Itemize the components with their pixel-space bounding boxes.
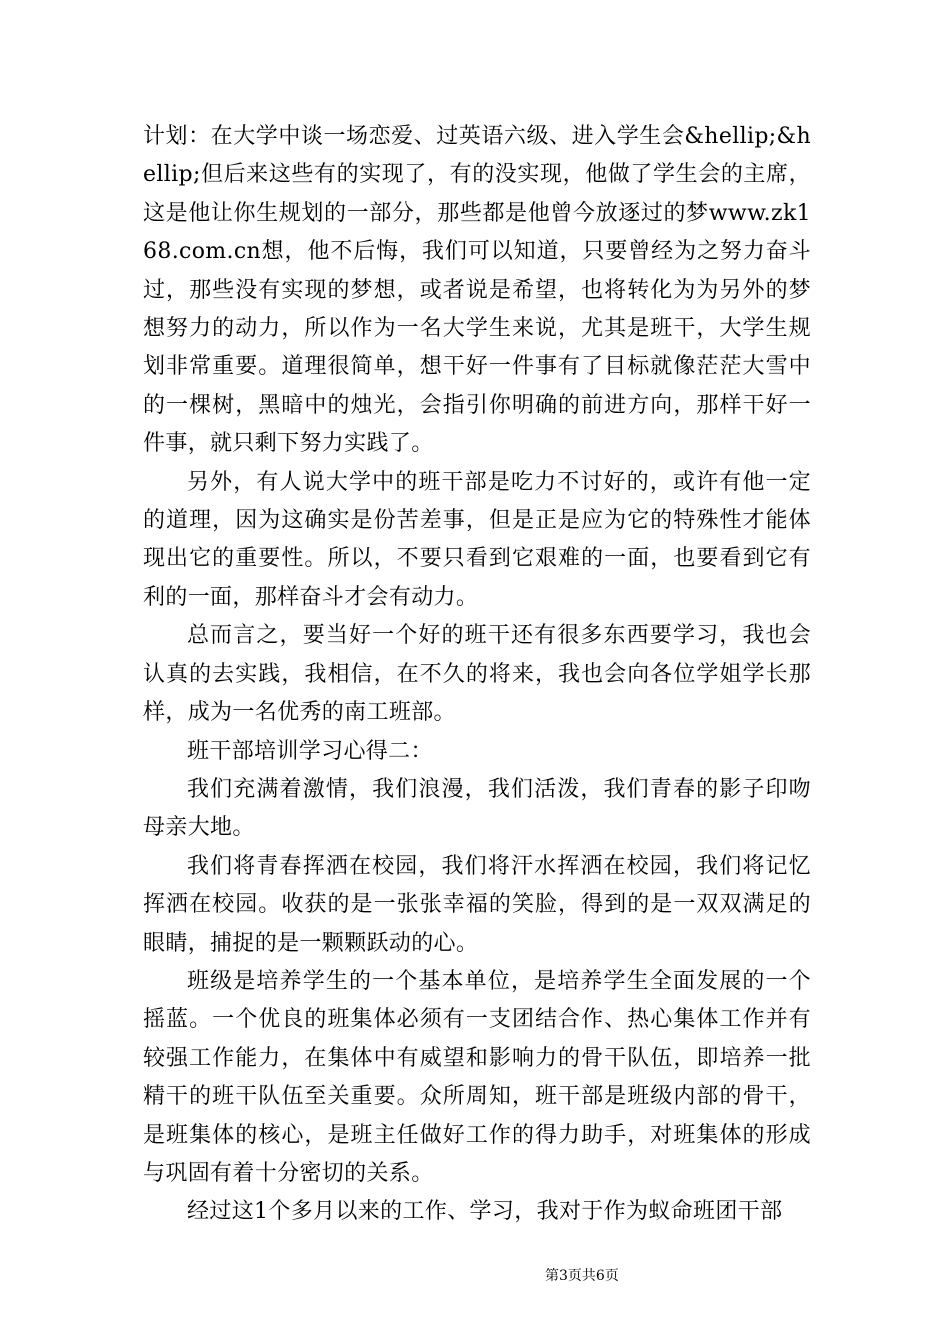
paragraph: 经过这1个多月以来的工作、学习，我对于作为蚁命班团干部 xyxy=(187,1199,783,1225)
paragraph: 我们充满着激情，我们浪漫，我们活泼，我们青春的影子印吻母亲大地。 xyxy=(143,776,811,841)
paragraph: 班级是培养学生的一个基本单位，是培养学生全面发展的一个摇蓝。一个优良的班集体必须有一支团结合作、热心集体工作并有较强工作能力，在集体中有威望和影响力的骨干队伍，即培养一批精干的班干队伍至关重要。众所周知，班干部是班级内部的骨干，是班集体的核心，是班主任做好工作的得力助手，对班集体的形成与巩固有着十分密切的关系。 xyxy=(143,968,811,1186)
page-footer xyxy=(0,1267,950,1285)
paragraph-continued: 计划：在大学中谈一场恋爱、过英语六级、进入学生会&hellip;&hellip;但后来这些有的实现了，有的没实现，他做了学生会的主席，这是他让你生规划的一部分，那些都是他曾今放逐过的梦www.zk168.com.cn想，他不后悔，我们可以知道，只要曾经为之努力奋斗过，那些没有实现的梦想，或者说是希望，也将转化为为另外的梦想努力的动力，所以作为一名大学生来说，尤其是班干，大学生规划非常重要。道理很简单，想干好一件事有了目标就像茫茫大雪中的一棵树，黑暗中的烛光，会指引你明确的前进方向，那样干好一件事，就只剩下努力实践了。 xyxy=(143,124,811,457)
page-number: 第3页共6页 xyxy=(545,1268,619,1284)
paragraph: 总而言之，要当好一个好的班干还有很多东西要学习，我也会认真的去实践，我相信，在不久的将来，我也会向各位学姐学长那样，成为一名优秀的南工班部。 xyxy=(143,623,811,726)
paragraph: 我们将青春挥洒在校园，我们将汗水挥洒在校园，我们将记忆挥洒在校园。收获的是一张张幸福的笑脸，得到的是一双双满足的眼睛，捕捉的是一颗颗跃动的心。 xyxy=(143,853,811,956)
document-body xyxy=(143,118,811,1232)
paragraph: 另外，有人说大学中的班干部是吃力不讨好的，或许有他一定的道理，因为这确实是份苦差事，但是正是应为它的特殊性才能体现出它的重要性。所以，不要只看到它艰难的一面，也要看到它有利的一面，那样奋斗才会有动力。 xyxy=(143,469,811,610)
section-heading: 班干部培训学习心得二： xyxy=(187,738,433,764)
